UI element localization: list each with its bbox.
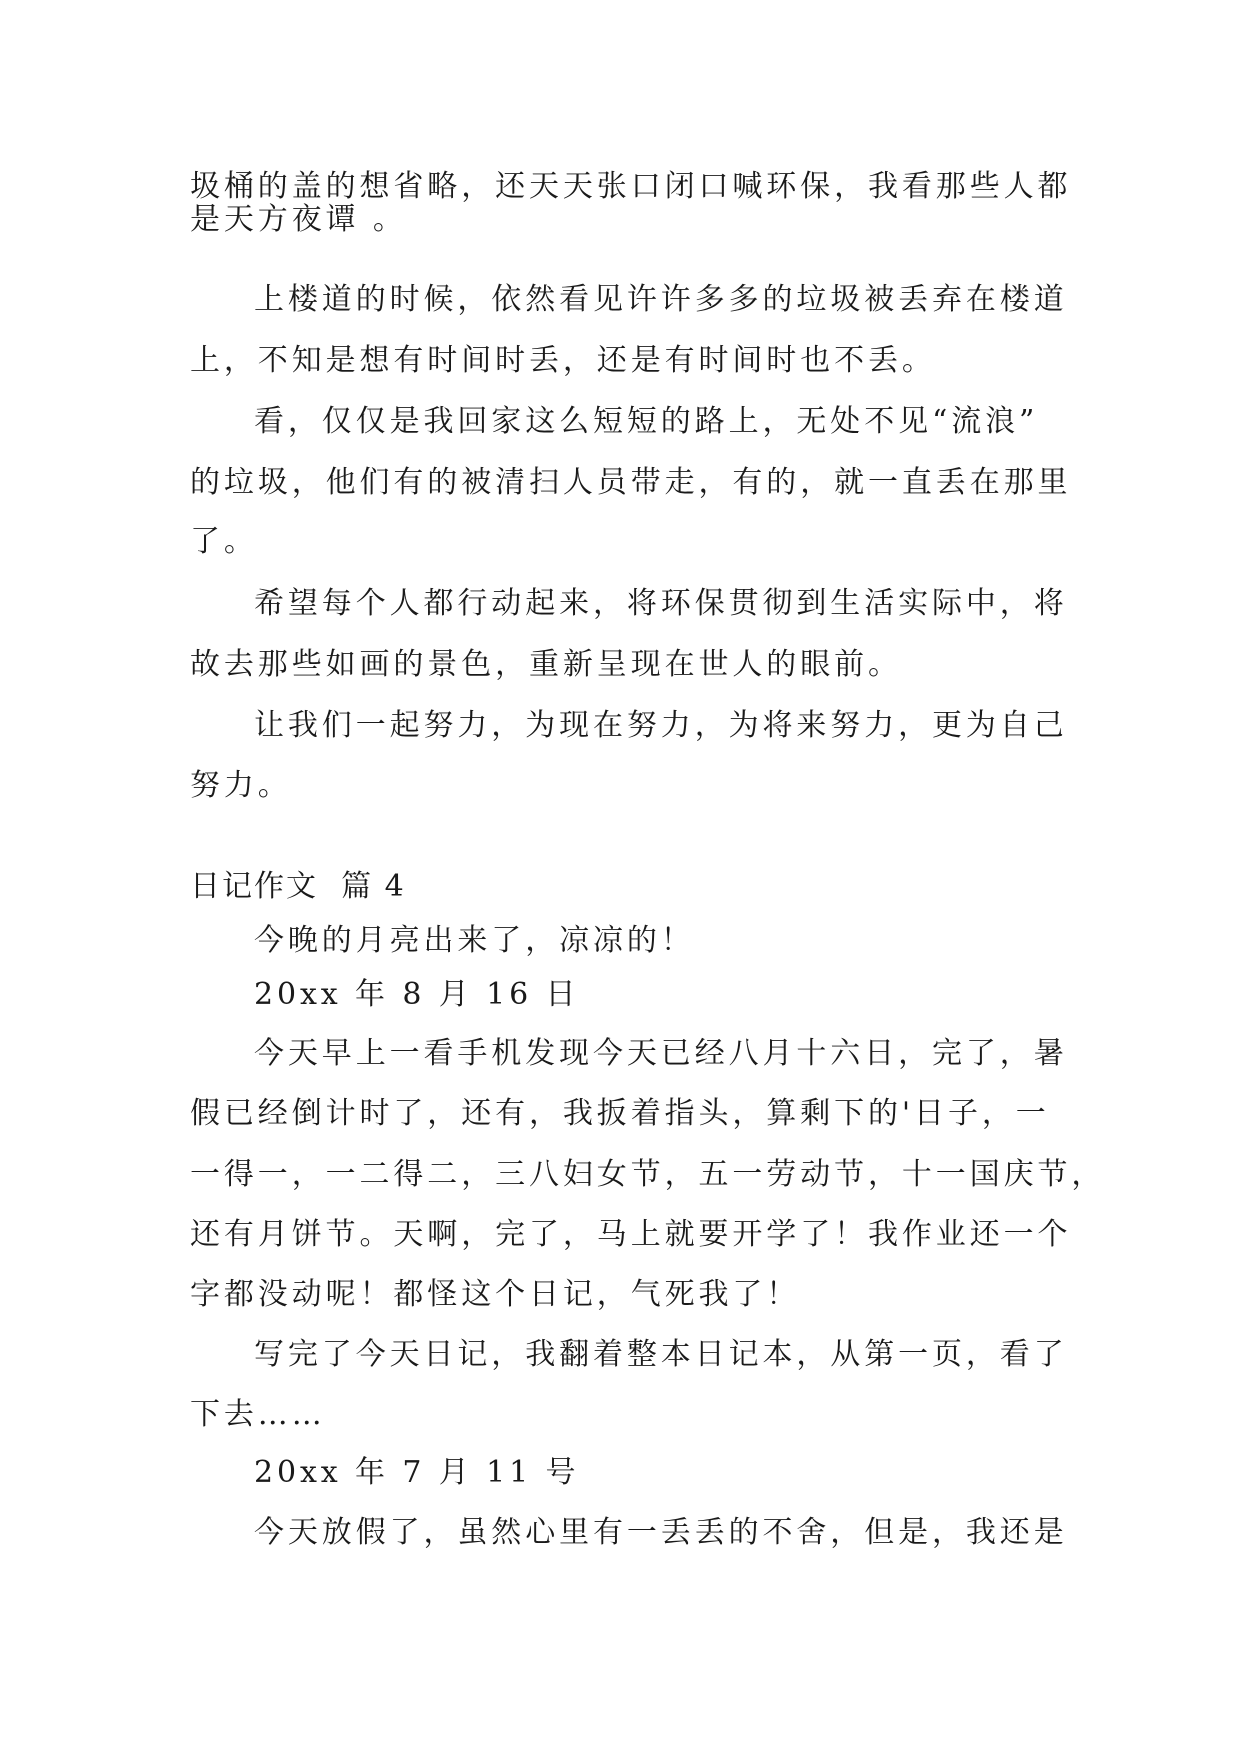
paragraph-start: 看，仅仅是我回家这么短短的路上，无处不见“流浪” — [254, 404, 1039, 439]
text-line: 还有月饼节。天啊，完了，马上就要开学了！我作业还一个 — [190, 1217, 1072, 1252]
paragraph-start: 上楼道的时候，依然看见许许多多的垃圾被丢弃在楼道 — [254, 282, 1068, 317]
paragraph-start: 写完了今天日记，我翻着整本日记本，从第一页，看了 — [254, 1337, 1068, 1372]
paragraph-start: 希望每个人都行动起来，将环保贯彻到生活实际中，将 — [254, 586, 1068, 621]
text-line: 努力。 — [190, 768, 292, 803]
text-line: 下去…… — [190, 1397, 326, 1432]
text-line: 假已经倒计时了，还有，我扳着指头，算剩下的'日子，一 — [190, 1096, 1050, 1131]
paragraph-start: 今天早上一看手机发现今天已经八月十六日，完了，暑 — [254, 1036, 1068, 1071]
paragraph-start: 今晚的月亮出来了，凉凉的！ — [254, 923, 695, 958]
date-line: 20xx 年 8 月 16 日 — [254, 977, 580, 1012]
text-line: 了。 — [190, 524, 258, 559]
date-line: 20xx 年 7 月 11 号 — [254, 1455, 580, 1490]
text-line: 是天方夜谭 。 — [190, 202, 407, 237]
text-line: 字都没动呢！都怪这个日记，气死我了！ — [190, 1277, 801, 1312]
text-line: 的垃圾，他们有的被清扫人员带走，有的，就一直丢在那里 — [190, 465, 1072, 500]
paragraph-start: 让我们一起努力，为现在努力，为将来努力，更为自己 — [254, 708, 1068, 743]
section-heading: 日记作文 篇 4 — [190, 869, 406, 904]
text-line: 故去那些如画的景色，重新呈现在世人的眼前。 — [190, 647, 902, 682]
paragraph-start: 今天放假了，虽然心里有一丢丢的不舍，但是，我还是 — [254, 1515, 1068, 1550]
text-line: 一得一，一二得二，三八妇女节，五一劳动节，十一国庆节， — [190, 1157, 1106, 1192]
text-line: 上，不知是想有时间时丢，还是有时间时也不丢。 — [190, 343, 936, 378]
text-line: 圾桶的盖的想省略，还天天张口闭口喊环保，我看那些人都 — [190, 169, 1072, 204]
